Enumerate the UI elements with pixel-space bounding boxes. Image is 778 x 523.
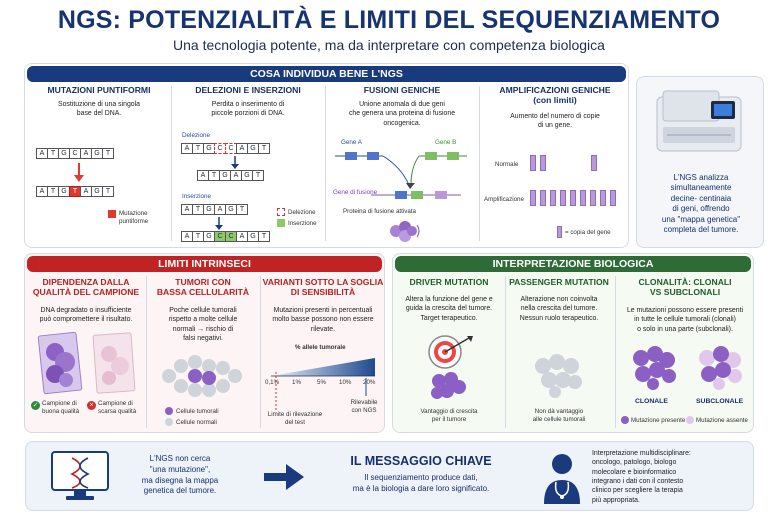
passenger-title: PASSENGER MUTATION [509, 277, 609, 287]
insertion-seq-bottom: A T G C C A G T [182, 231, 270, 242]
interpretation-heading: INTERPRETAZIONE BIOLOGICA [395, 256, 751, 272]
gene-a-label: Gene A [341, 139, 363, 146]
gene-b-label: Gene B [435, 139, 457, 146]
passenger-cells-icon [531, 352, 587, 398]
detection-limit-marker [273, 372, 279, 410]
doctor-icon [540, 450, 584, 506]
map-message-text: L'NGS non cerca "una mutazione", ma disegna la mappa genetica del tumore. [141, 454, 219, 496]
detection-limit-label: Limite di rilevazione del test [267, 411, 323, 427]
mutation-present-label: Mutazione presente [631, 417, 686, 424]
detection-panel [24, 63, 629, 248]
amplification-desc: Aumento del numero di copie di un gene. [510, 113, 600, 130]
mutation-legend-label: Mutazione puntiforme [119, 210, 149, 226]
amp-copy-6 [580, 190, 586, 206]
indel-desc: Perdita o inserimento di piccole porzioni di DNA. [211, 101, 285, 118]
tick-10: 10% [339, 379, 352, 386]
insertion-legend-swatch [277, 219, 285, 227]
amplification-title: AMPLIFICAZIONI GENICHE (con limiti) [499, 85, 611, 105]
deletion-legend-label: Delezione [288, 209, 316, 216]
tumor-cell-label: Cellule tumorali [176, 408, 219, 415]
sample-quality-title: DIPENDENZA DALLA QUALITÀ DEL CAMPIONE [32, 277, 140, 297]
key-message-title: IL MESSAGGIO CHIAVE [350, 454, 492, 468]
normal-cell-swatch [165, 418, 173, 426]
sequencer-text: L'NGS analizza simultaneamente decine- centinaia di geni, offrendo una "mappa genetica" completa del tumore. [661, 173, 741, 234]
detectable-label: Rilevabile con NGS [350, 399, 378, 415]
fusion-title: FUSIONI GENICHE [363, 85, 441, 95]
point-mutation-title: MUTAZIONI PUNTIFORMI [47, 85, 151, 95]
mutation-legend-swatch [108, 210, 116, 218]
low-cellularity-desc: Poche cellule tumorali rispetto a molte cellule normali → rischio di falsi negativi. [168, 307, 238, 342]
driver-cells-icon [429, 371, 469, 401]
passenger-desc: Alterazione non coinvolta nella crescita del tumore. Nessun ruolo terapeutico. [519, 296, 599, 322]
driver-caption: Vantaggio di crescita per il tumore [420, 408, 478, 424]
deletion-arrow-icon [230, 156, 240, 170]
low-cellularity-title: TUMORI CON BASSA CELLULARITÀ [156, 277, 250, 297]
cell-cluster-icon [159, 354, 249, 398]
insertion-legend-label: Inserzione [288, 220, 317, 227]
indel-title: DELEZIONI E INSERZIONI [195, 85, 301, 95]
tick-1: 1% [292, 379, 301, 386]
deletion-seq-top: A T G C C A G T [182, 143, 270, 154]
dna-monitor-icon [50, 450, 110, 504]
normal-copy-3 [591, 155, 597, 171]
sensitivity-title: VARIANTI SOTTO LA SOGLIA DI SENSIBILITÀ [262, 277, 384, 297]
fusion-desc: Unione anomala di due geni che genera una proteina di fusione oncogenica. [348, 101, 456, 127]
clonality-title: CLONALITÀ: CLONALI VS SUBCLONALI [638, 277, 732, 297]
normal-cell-label: Cellule normali [176, 419, 217, 426]
insertion-arrow-icon [214, 217, 224, 231]
mutation-present-swatch [621, 416, 629, 424]
target-icon [425, 334, 475, 370]
amp-copy-4 [560, 190, 566, 206]
insertion-seq-top: A T G A G T [182, 204, 248, 215]
amp-copy-9 [610, 190, 616, 206]
sequencer-panel [636, 76, 764, 248]
tick-20: 20% [363, 379, 376, 386]
passenger-caption: Non dà vantaggio alle cellule tumorali [532, 408, 586, 424]
normal-copy-2 [540, 155, 546, 171]
page-title: NGS: POTENZIALITÀ E LIMITI DEL SEQUENZIAMENTO [57, 6, 721, 34]
copy-legend-label: = copia del gene [565, 229, 611, 236]
clonal-cluster-icon [629, 346, 679, 390]
sensitivity-gradient [269, 354, 379, 378]
mutation-absent-label: Mutazione assente [696, 417, 748, 424]
arrow-right-icon [264, 464, 304, 490]
bad-sample-label: Campione di scarsa qualità [98, 400, 137, 416]
key-message-text: Il sequenziamento produce dati, ma è la biologia a dare loro significato. [352, 473, 490, 494]
limits-heading: LIMITI INTRINSECI [27, 256, 382, 272]
allele-axis-label: % allele tumorale [295, 344, 346, 351]
limits-panel [24, 253, 385, 433]
normal-copy-1 [530, 155, 536, 171]
tick-01: 0,1% [265, 379, 280, 386]
check-icon: ✓ [32, 402, 39, 409]
amp-copy-5 [570, 190, 576, 206]
sequence-original: A T G C A G T [37, 148, 114, 159]
tick-5: 5% [317, 379, 326, 386]
sample-quality-desc: DNA degradato o insufficiente può compromettere il risultato. [39, 307, 133, 324]
mutation-arrow-icon [73, 163, 85, 183]
cross-icon: × [87, 401, 96, 410]
deletion-seq-bottom: A T G A G T [198, 170, 264, 181]
good-sample-label: Campione di buona qualità [42, 400, 80, 416]
tumor-cell-swatch [165, 407, 173, 415]
fusion-gene-label: Gene di fusione [333, 189, 378, 196]
amp-copy-7 [590, 190, 596, 206]
subclonal-cluster-icon [695, 346, 745, 390]
driver-title: DRIVER MUTATION [409, 277, 489, 287]
multidisciplinary-text: Interpretazione multidisciplinare: oncologo, patologo, biologo molecolare e bioinformatico integrano i dati con il contesto clinico per scegliere la terapia più appropriata. [592, 450, 691, 504]
amplification-label: Amplificazione [484, 196, 524, 203]
normal-label: Normale [495, 161, 519, 168]
mutation-absent-swatch [686, 416, 694, 424]
good-sample-icon [33, 332, 85, 396]
bad-sample-icon [87, 332, 139, 396]
sequencer-icon [651, 87, 751, 157]
amp-copy-1 [530, 190, 536, 206]
fusion-protein-icon [383, 218, 423, 244]
sensitivity-desc: Mutazioni presenti in percentuali molto basse possono non essere rilevate. [272, 307, 374, 333]
deletion-legend-swatch [277, 208, 285, 216]
amp-copy-8 [600, 190, 606, 206]
page-subtitle: Una tecnologia potente, ma da interpretare con competenza biologica [173, 37, 605, 53]
clonality-desc: Le mutazioni possono essere presenti in tutte le cellule tumorali (clonali) o solo in una parte (subclonali). [626, 307, 744, 333]
insertion-label: Inserzione [182, 193, 212, 200]
driver-desc: Altera la funzione del gene e guida la crescita del tumore. Target terapeutico. [405, 296, 493, 322]
amp-copy-2 [540, 190, 546, 206]
clonal-label: CLONALE [635, 398, 668, 405]
detectable-marker [363, 378, 369, 396]
legend-copy-swatch [557, 226, 562, 238]
detection-heading: COSA INDIVIDUA BENE L'NGS [27, 66, 626, 82]
amp-copy-3 [550, 190, 556, 206]
key-message-panel [25, 441, 754, 511]
interpretation-panel [392, 253, 754, 433]
point-mutation-desc: Sostituzione di una singola base del DNA. [58, 101, 140, 118]
subclonal-label: SUBCLONALE [696, 398, 744, 405]
deletion-label: Delezione [182, 132, 211, 139]
sequence-mutated: A T G T A G T [37, 186, 114, 197]
fusion-protein-label: Proteina di fusione attivata [343, 208, 416, 215]
